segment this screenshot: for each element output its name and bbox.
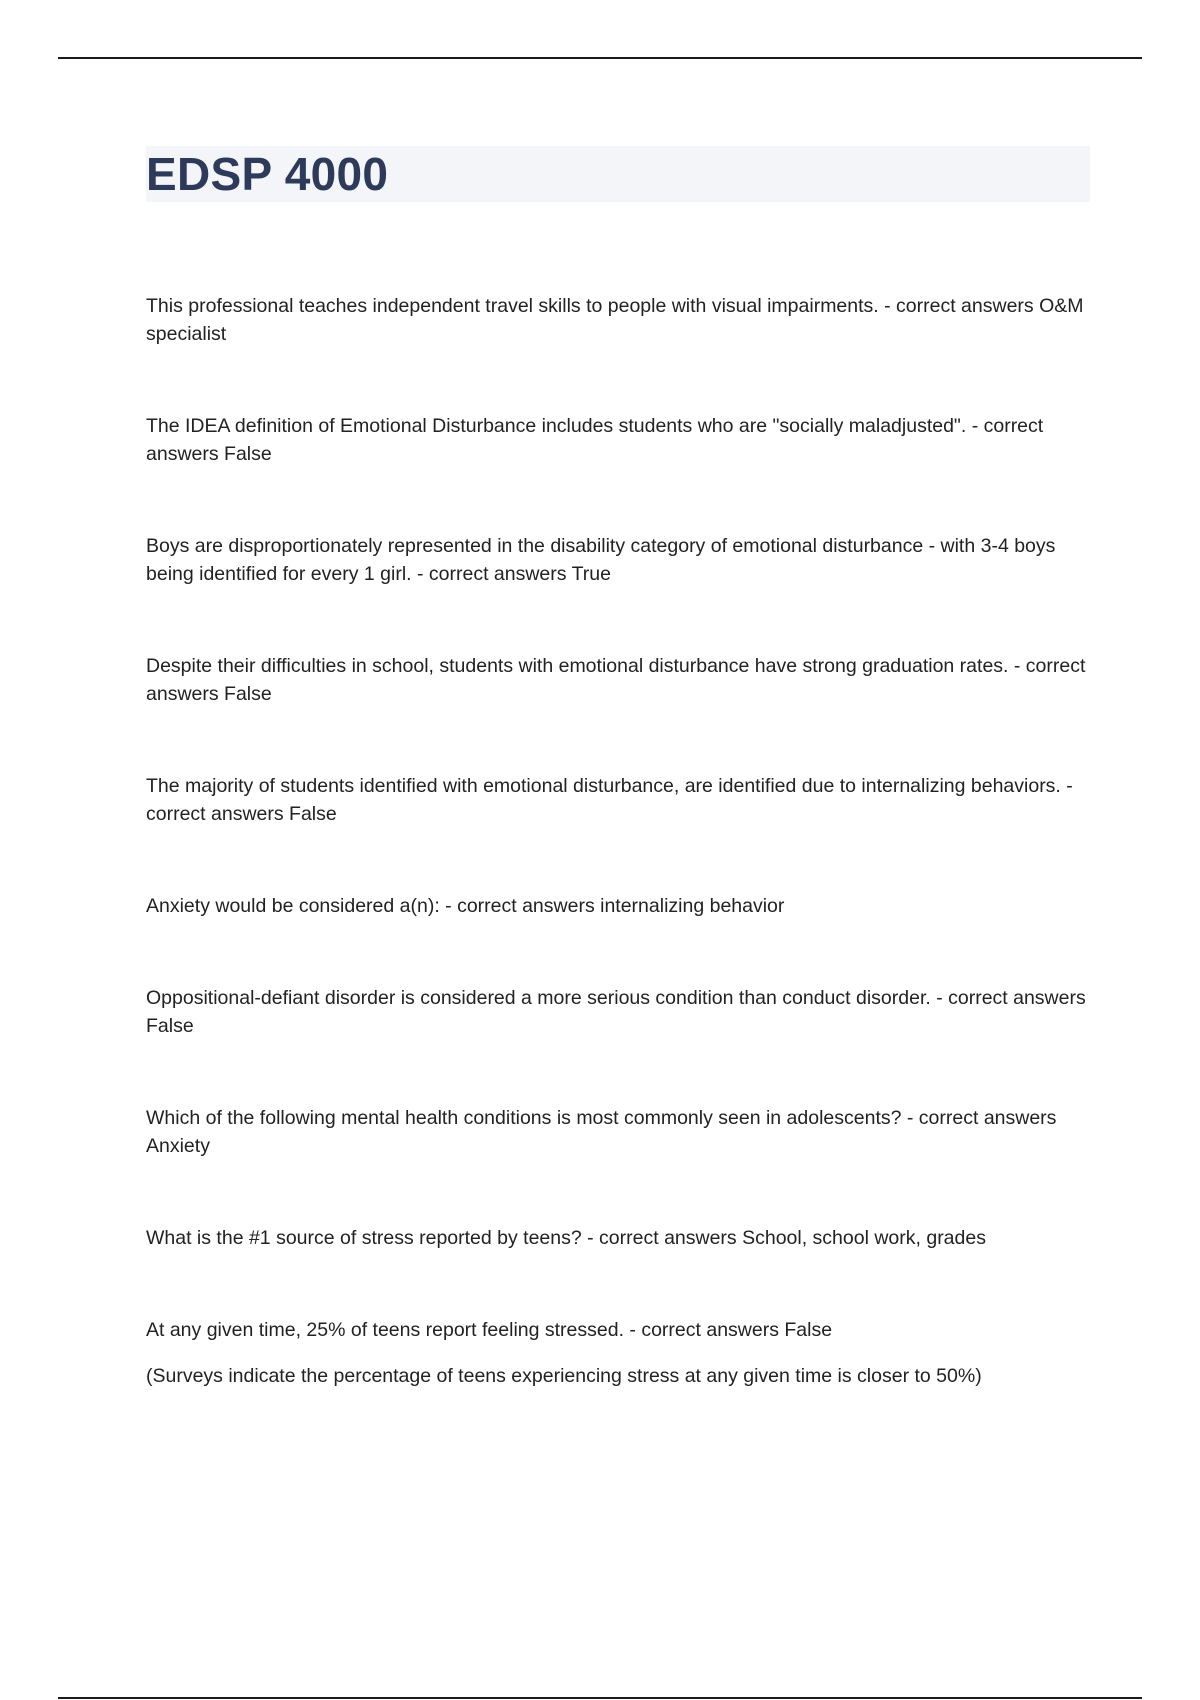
qa-item: [146, 1104, 1090, 1160]
qa-item: [146, 892, 1090, 920]
qa-item: [146, 1316, 1090, 1390]
qa-item: [146, 772, 1090, 828]
qa-text: The IDEA definition of Emotional Disturbance includes students who are "socially maladjusted". - correct answers False: [146, 415, 1044, 465]
qa-text: At any given time, 25% of teens report feeling stressed. - correct answers False: [146, 1319, 833, 1341]
qa-text: Despite their difficulties in school, students with emotional disturbance have strong graduation rates. - correct answers False: [146, 655, 1086, 705]
qa-list: [146, 292, 1090, 1390]
qa-text: The majority of students identified with emotional disturbance, are identified due to internalizing behaviors. - correct answers False: [146, 775, 1073, 825]
qa-text: Oppositional-defiant disorder is considered a more serious condition than conduct disorder. - correct answers False: [146, 987, 1086, 1037]
qa-text: Which of the following mental health conditions is most commonly seen in adolescents? - correct answers Anxiety: [146, 1107, 1057, 1157]
qa-item: [146, 412, 1090, 468]
qa-text: Anxiety would be considered a(n): - correct answers internalizing behavior: [146, 895, 785, 917]
qa-text: This professional teaches independent travel skills to people with visual impairments. - correct answers O&M specialist: [146, 295, 1084, 345]
bottom-divider: [58, 1697, 1142, 1699]
qa-item: [146, 532, 1090, 588]
qa-note: (Surveys indicate the percentage of teens experiencing stress at any given time is closer to 50%): [146, 1365, 982, 1387]
qa-item: [146, 984, 1090, 1040]
document-title: EDSP 4000: [146, 148, 389, 200]
qa-text: What is the #1 source of stress reported by teens? - correct answers School, school work, grades: [146, 1227, 986, 1249]
qa-text: Boys are disproportionately represented in the disability category of emotional disturbance - with 3-4 boys being identified for every 1 girl. - correct answers True: [146, 535, 1056, 585]
qa-item: [146, 652, 1090, 708]
qa-item: [146, 292, 1090, 348]
qa-item: [146, 1224, 1090, 1252]
top-divider: [58, 57, 1142, 59]
